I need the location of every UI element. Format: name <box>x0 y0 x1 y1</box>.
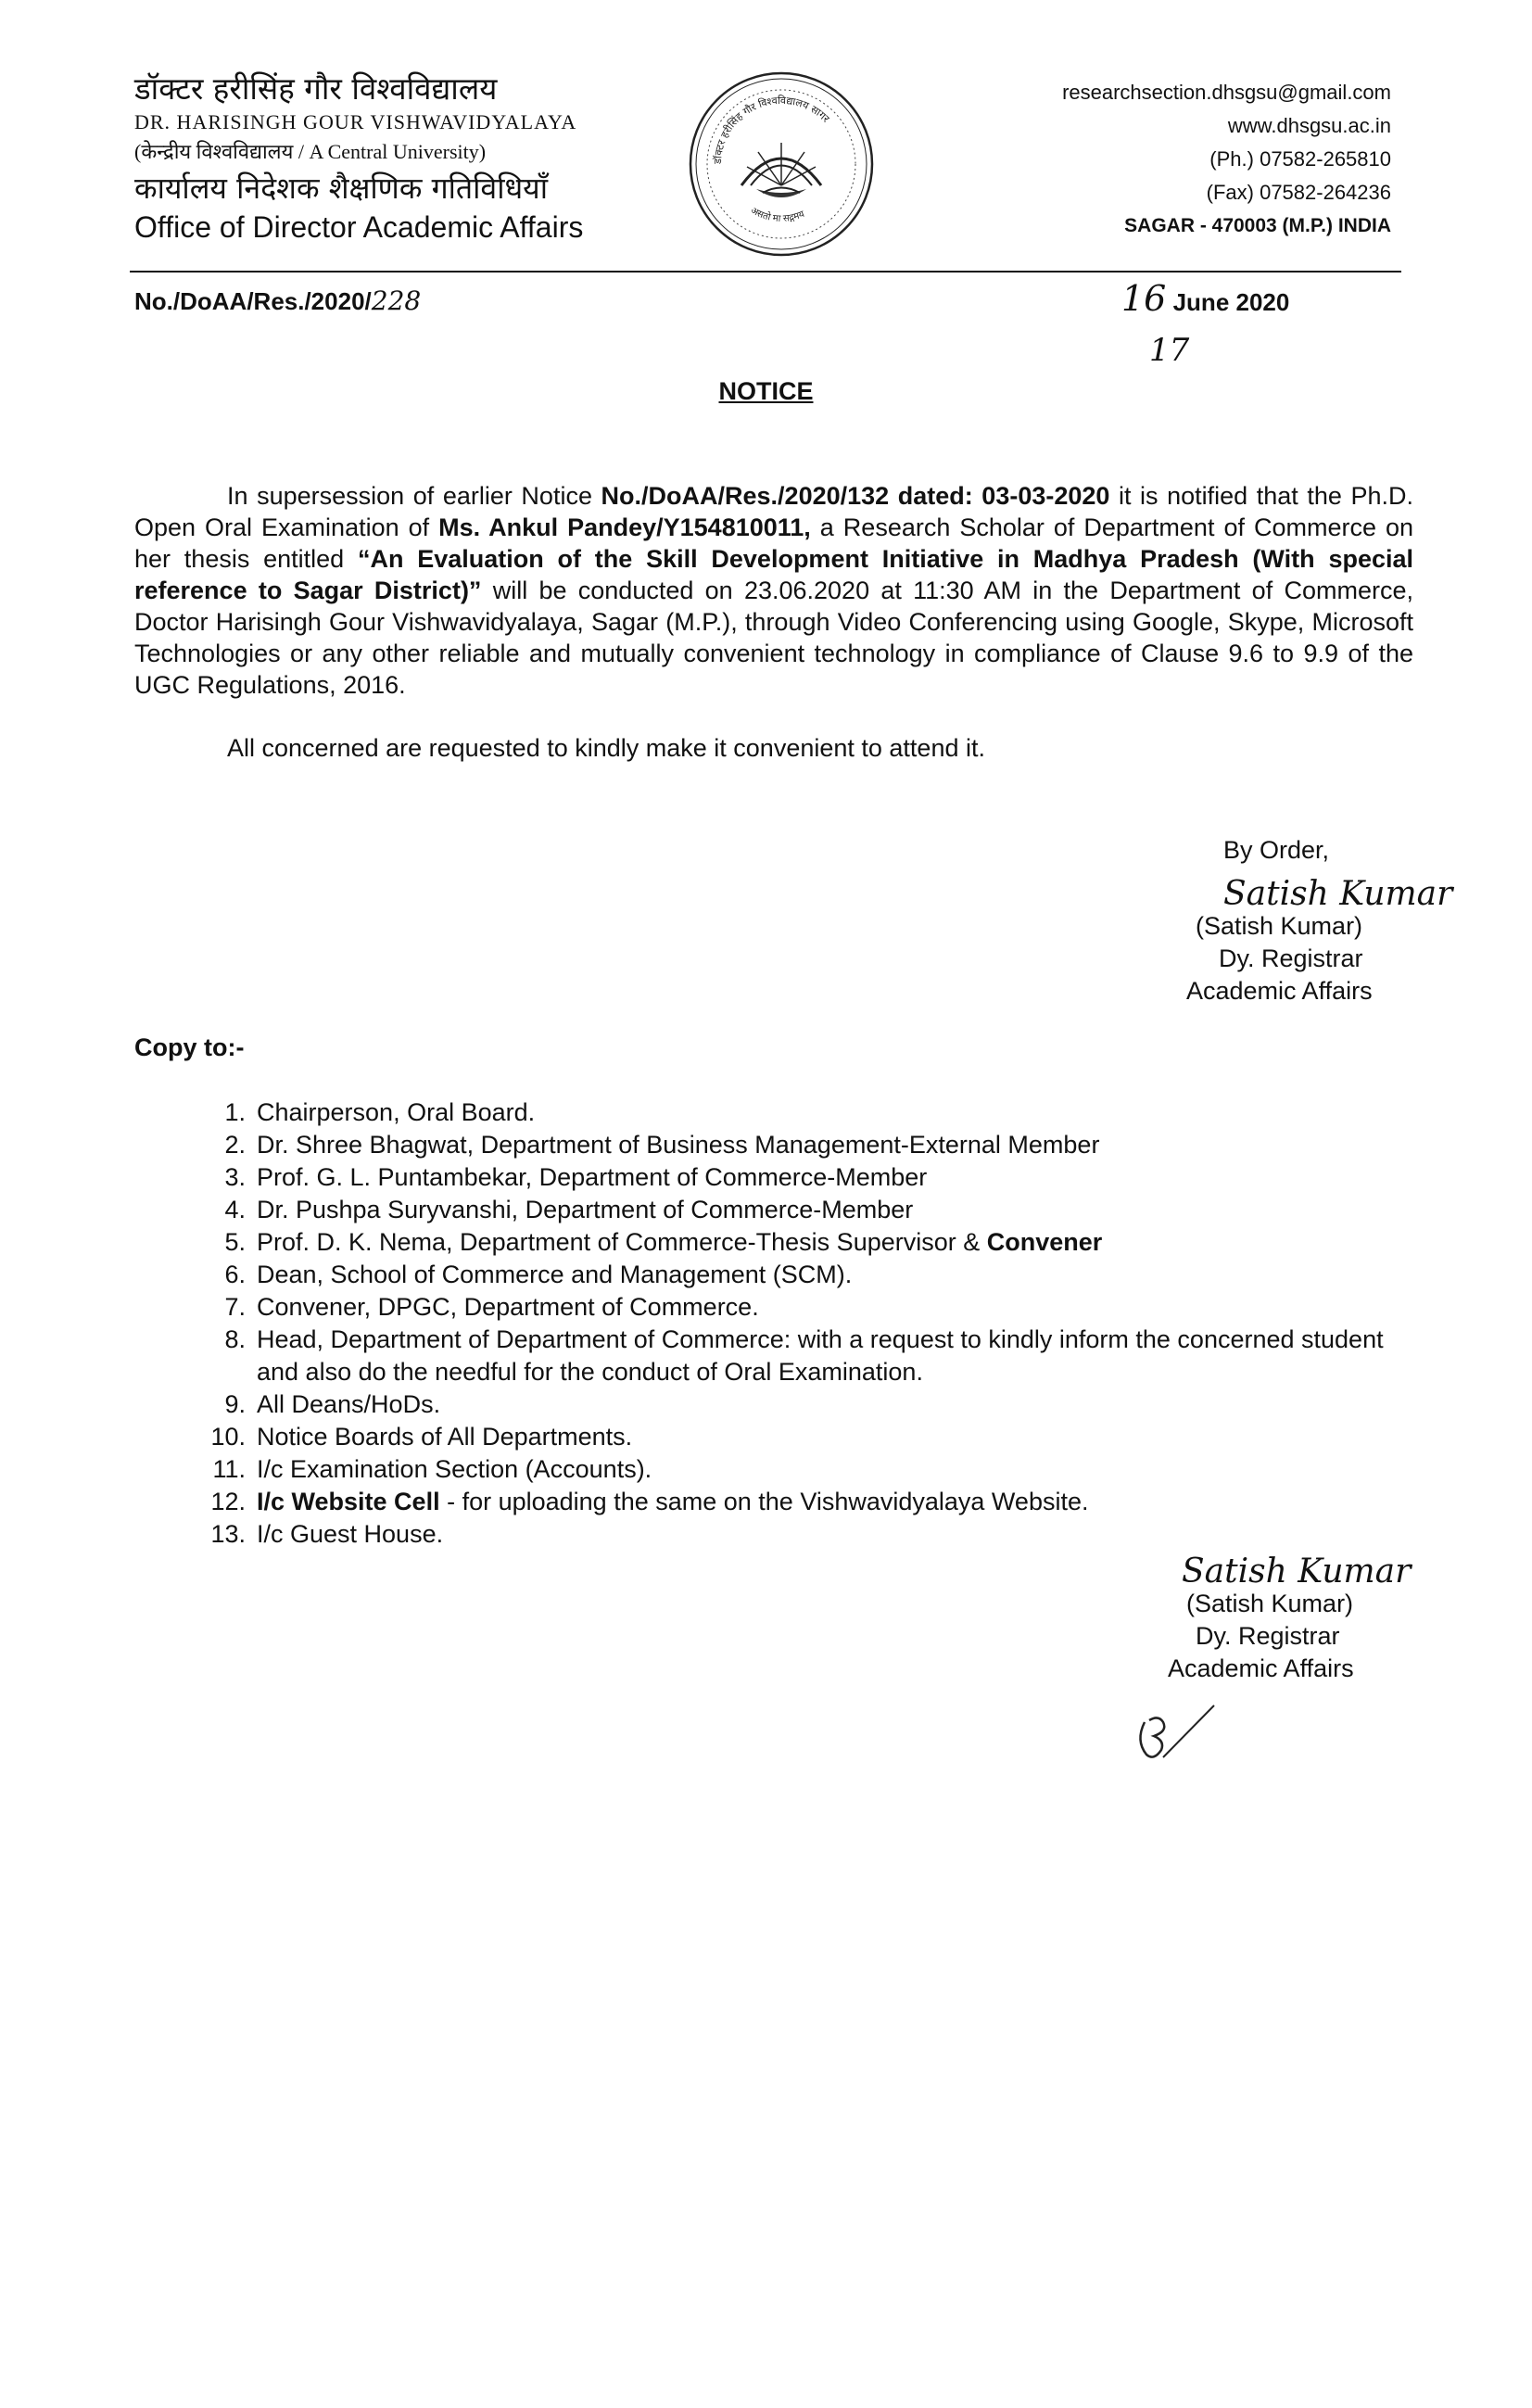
copy-to-item <box>171 1453 1432 1486</box>
copy-to-item-text <box>257 1324 1432 1388</box>
copy-to-item-number: 12. <box>210 1488 246 1515</box>
copy-to-item-text <box>257 1096 1432 1129</box>
office-name-english: Office of Director Academic Affairs <box>134 210 584 244</box>
reference-number-printed: No./DoAA/Res./2020/ <box>134 287 372 315</box>
earlier-notice-reference: No./DoAA/Res./2020/132 dated: 03-03-2020 <box>601 482 1110 510</box>
scholar-name: Ms. Ankul Pandey/Y154810011, <box>438 513 811 541</box>
signatory-designation-1: Dy. Registrar <box>1219 944 1363 972</box>
office-name-hindi: कार्यालय निदेशक शैक्षणिक गतिविधियाँ <box>134 171 549 206</box>
copy-to-item-plain: All Deans/HoDs. <box>257 1390 441 1418</box>
copy-to-item-number: 9. <box>224 1390 246 1418</box>
copy-to-item <box>171 1259 1432 1291</box>
p1-text-e: a Research Scholar of Department of Commerce on her thesis entitled <box>134 513 1413 573</box>
copy-to-item-plain: Chairperson, Oral Board. <box>257 1098 536 1126</box>
copy-to-item <box>171 1421 1432 1453</box>
copy-to-item-text <box>257 1518 1432 1551</box>
copy-to-item-plain: I/c Guest House. <box>257 1520 444 1548</box>
signatory-designation-2: Dy. Registrar <box>1196 1622 1340 1650</box>
copy-to-item-plain: Prof. G. L. Puntambekar, Department of Commerce-Member <box>257 1163 928 1191</box>
contact-phone: (Ph.) 07582-265810 <box>1209 147 1391 171</box>
copy-to-item <box>171 1129 1432 1161</box>
copy-to-item-number: 13. <box>210 1520 246 1548</box>
copy-to-item-text <box>257 1161 1432 1194</box>
copy-to-item-number: 2. <box>224 1131 246 1159</box>
copy-to-item <box>171 1518 1432 1551</box>
copy-to-item-text <box>257 1259 1432 1291</box>
copy-to-item-bold: I/c Website Cell <box>257 1488 440 1515</box>
handwritten-initials <box>1126 1704 1219 1778</box>
notice-date <box>1121 278 1289 319</box>
copy-to-item-plain: I/c Examination Section (Accounts). <box>257 1455 652 1483</box>
notice-paragraph-1 <box>134 480 1413 701</box>
copy-to-item-number: 3. <box>224 1163 246 1191</box>
copy-to-item <box>171 1161 1432 1194</box>
reference-number-handwritten: 228 <box>371 285 422 316</box>
copy-to-item-plain: Dean, School of Commerce and Management (SCM). <box>257 1261 853 1288</box>
copy-to-item-text <box>257 1453 1432 1486</box>
copy-to-item-text <box>257 1421 1432 1453</box>
seal-top-text: डॉक्टर हरीसिंह गौर विश्वविद्यालय सागर <box>711 94 832 165</box>
date-day-handwritten: 16 <box>1121 278 1167 319</box>
copy-to-item-text <box>257 1486 1432 1518</box>
copy-to-item-number: 5. <box>224 1228 246 1256</box>
contact-address: SAGAR - 470003 (M.P.) INDIA <box>1124 215 1391 236</box>
copy-to-item-number: 8. <box>224 1325 246 1353</box>
copy-to-heading: Copy to:- <box>134 1033 245 1061</box>
copy-to-item-text <box>257 1194 1432 1226</box>
svg-text:डॉक्टर हरीसिंह गौर विश्वविद्या <box>712 95 832 165</box>
notice-title-wrapper <box>0 377 1532 406</box>
p1-text-c: it is notified that the Ph.D. Open Oral Examination of <box>134 482 1413 541</box>
university-header <box>134 70 653 246</box>
signatory-department-2: Academic Affairs <box>1168 1654 1354 1682</box>
by-order-label: By Order, <box>1223 836 1330 864</box>
signatory-name-2: (Satish Kumar) <box>1186 1590 1354 1617</box>
contact-email: researchsection.dhsgsu@gmail.com <box>1062 81 1391 104</box>
copy-to-item <box>171 1388 1432 1421</box>
handwritten-signature-2: Satish Kumar <box>1182 1553 1412 1591</box>
copy-to-item-number: 4. <box>224 1196 246 1223</box>
copy-to-item <box>171 1096 1432 1129</box>
p1-text-g: will be conducted on 23.06.2020 at 11:30 AM in the Department of Commerce, Doctor Harisingh Gour Vishwavidyalaya, Sagar (M.P.), through Video Conferencing using Google, Skype, Microsoft Technologies or any other reliable and mutually convenient technology in compliance of Clause 9.6 to 9.9 of the UGC Regulations, 2016. <box>134 577 1413 699</box>
copy-to-item <box>171 1291 1432 1324</box>
copy-to-item-plain: Convener, DPGC, Department of Commerce. <box>257 1293 759 1321</box>
university-name-english: DR. HARISINGH GOUR VISHWAVIDYALAYA <box>134 110 577 133</box>
copy-to-item-number: 7. <box>224 1293 246 1321</box>
copy-to-item-plain: Prof. D. K. Nema, Department of Commerce-Thesis Supervisor & <box>257 1228 987 1256</box>
copy-to-item-number: 11. <box>212 1455 246 1483</box>
notice-body <box>134 480 1413 764</box>
copy-to-item-plain: Dr. Shree Bhagwat, Department of Business Management-External Member <box>257 1131 1100 1159</box>
copy-to-item-text <box>257 1129 1432 1161</box>
central-university-label: (केन्द्रीय विश्वविद्यालय / A Central University) <box>134 140 487 163</box>
copy-to-list <box>171 1096 1432 1551</box>
notice-paragraph-2: All concerned are requested to kindly make it convenient to attend it. <box>227 734 985 762</box>
contact-website: www.dhsgsu.ac.in <box>1227 114 1391 137</box>
copy-to-item-text <box>257 1388 1432 1421</box>
copy-to-item-bold: Convener <box>986 1228 1103 1256</box>
date-correction-handwritten: 17 <box>1149 332 1190 369</box>
seal-bottom-text: असतो मा सद्गमय <box>748 205 806 224</box>
svg-text:असतो मा सद्गमय <box>749 206 806 224</box>
thesis-title: “An Evaluation of the Skill Development Initiative in Madhya Pradesh (With special reference to Sagar District)” <box>134 545 1413 604</box>
date-month-year: June 2020 <box>1172 288 1290 316</box>
handwritten-signature-1: Satish Kumar <box>1223 875 1453 913</box>
copy-to-item <box>171 1226 1432 1259</box>
signatory-department-1: Academic Affairs <box>1186 977 1373 1005</box>
copy-to-item-number: 1. <box>224 1098 246 1126</box>
copy-to-item-text <box>257 1291 1432 1324</box>
signature-block-2 <box>1163 1555 1411 1685</box>
copy-to-item-plain: Notice Boards of All Departments. <box>257 1423 633 1451</box>
reference-number <box>134 285 421 316</box>
copy-to-item-suffix: - for uploading the same on the Vishwavidyalaya Website. <box>439 1488 1089 1515</box>
signature-block-1 <box>1177 834 1452 1008</box>
copy-to-item-plain: Dr. Pushpa Suryvanshi, Department of Commerce-Member <box>257 1196 914 1223</box>
header-divider <box>130 271 1401 272</box>
university-name-hindi: डॉक्टर हरीसिंह गौर विश्वविद्यालय <box>134 70 498 107</box>
copy-to-item <box>171 1486 1432 1518</box>
p1-text-a: In supersession of earlier Notice <box>227 482 601 510</box>
university-seal-logo <box>684 67 879 261</box>
copy-to-item-plain: Head, Department of Department of Commerce: with a request to kindly inform the concerned student and also do the needful for the conduct of Oral Examination. <box>257 1325 1384 1386</box>
contact-fax: (Fax) 07582-264236 <box>1206 181 1391 204</box>
notice-title: NOTICE <box>718 377 814 405</box>
contact-details <box>1062 76 1391 243</box>
copy-to-item-text <box>257 1226 1432 1259</box>
copy-to-item <box>171 1324 1432 1388</box>
copy-to-item-number: 10. <box>210 1423 246 1451</box>
copy-to-item-number: 6. <box>224 1261 246 1288</box>
signatory-name-1: (Satish Kumar) <box>1196 912 1363 940</box>
copy-to-item <box>171 1194 1432 1226</box>
